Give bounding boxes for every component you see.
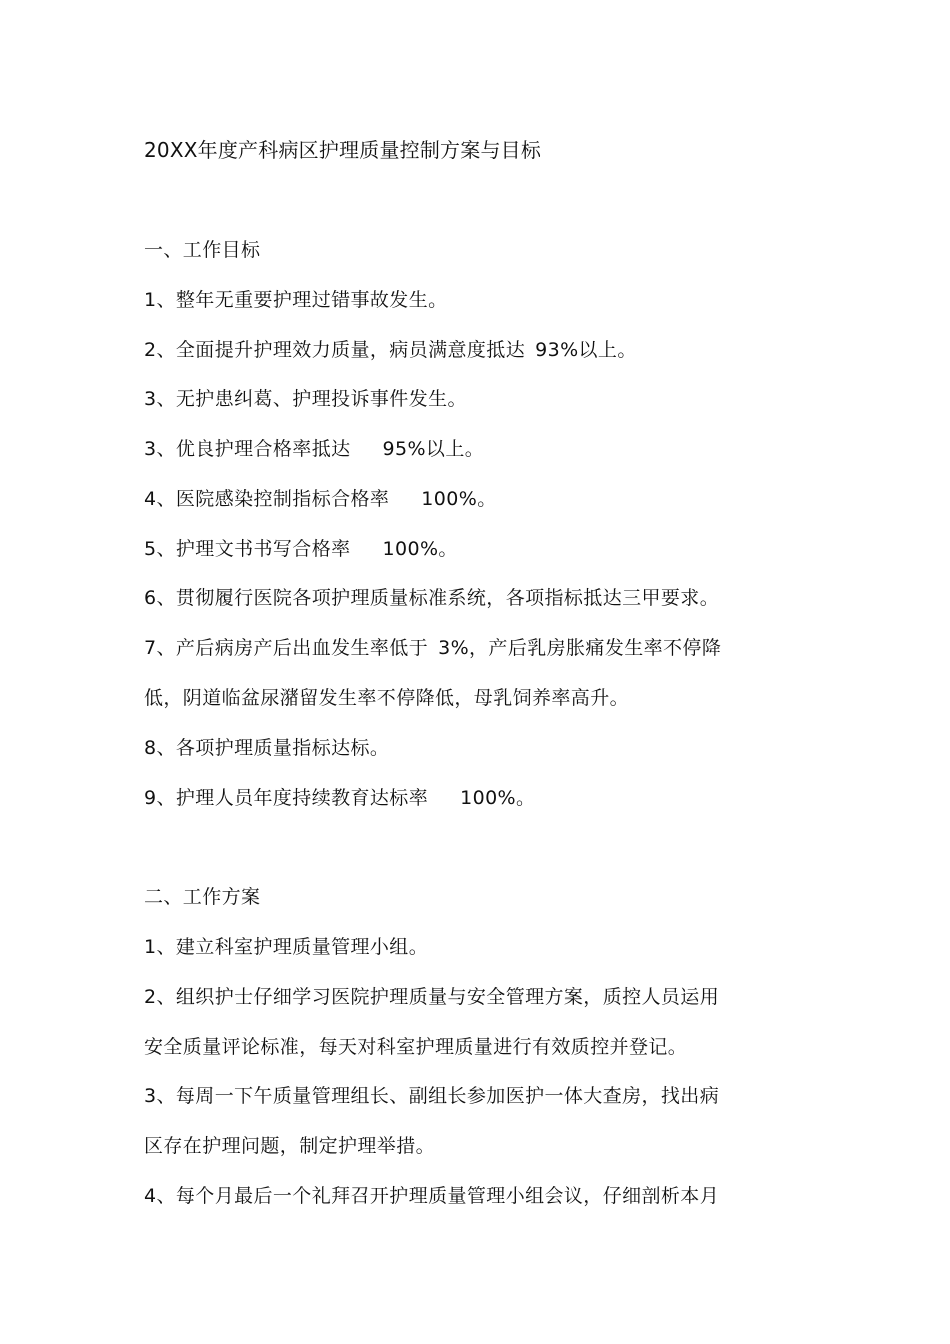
goal-item-7 <box>144 634 721 662</box>
goal-item-4-text: 4、医院感染控制指标合格率 <box>144 488 390 510</box>
goal-item-2-value: 93%以上。 <box>535 339 637 361</box>
goal-item-3b-text: 3、优良护理合格率抵达 <box>144 438 351 460</box>
goal-item-7-text: 7、产后病房产后出血发生率低于 <box>144 637 429 659</box>
document-title: 20XX年度产科病区护理质量控制方案与目标 <box>144 138 542 162</box>
goal-item-4 <box>144 485 497 513</box>
plan-item-3-cont: 区存在护理问题，制定护理举措。 <box>144 1135 436 1157</box>
goal-item-4-value: 100%。 <box>421 488 497 510</box>
goal-item-2 <box>144 336 637 364</box>
goal-item-5-value: 100%。 <box>382 538 458 560</box>
plan-item-3: 3、每周一下午质量管理组长、副组长参加医护一体大查房，找出病 <box>144 1085 720 1107</box>
section-heading-goals: 一、工作目标 <box>144 239 261 261</box>
goal-item-5-text: 5、护理文书书写合格率 <box>144 538 351 560</box>
section-heading-plan: 二、工作方案 <box>144 886 261 908</box>
goal-item-2-text: 2、全面提升护理效力质量，病员满意度抵达 <box>144 339 526 361</box>
plan-item-1: 1、建立科室护理质量管理小组。 <box>144 936 429 958</box>
plan-item-2: 2、组织护士仔细学习医院护理质量与安全管理方案，质控人员运用 <box>144 986 720 1008</box>
plan-item-4: 4、每个月最后一个礼拜召开护理质量管理小组会议，仔细剖析本月 <box>144 1185 720 1207</box>
goal-item-6: 6、贯彻履行医院各项护理质量标准系统，各项指标抵达三甲要求。 <box>144 587 720 609</box>
goal-item-8: 8、各项护理质量指标达标。 <box>144 737 390 759</box>
plan-item-2-cont: 安全质量评论标准，每天对科室护理质量进行有效质控并登记。 <box>144 1036 688 1058</box>
goal-item-7-cont: 低，阴道临盆尿潴留发生率不停降低，母乳饲养率高升。 <box>144 687 630 709</box>
goal-item-3b <box>144 435 484 463</box>
goal-item-9 <box>144 784 535 812</box>
goal-item-1: 1、整年无重要护理过错事故发生。 <box>144 289 448 311</box>
goal-item-5 <box>144 535 458 563</box>
goal-item-3: 3、无护患纠葛、护理投诉事件发生。 <box>144 388 467 410</box>
goal-item-9-text: 9、护理人员年度持续教育达标率 <box>144 787 429 809</box>
goal-item-3b-value: 95%以上。 <box>382 438 485 460</box>
goal-item-9-value: 100%。 <box>460 787 536 809</box>
goal-item-7-value: 3%，产后乳房胀痛发生率不停降 <box>438 637 722 659</box>
